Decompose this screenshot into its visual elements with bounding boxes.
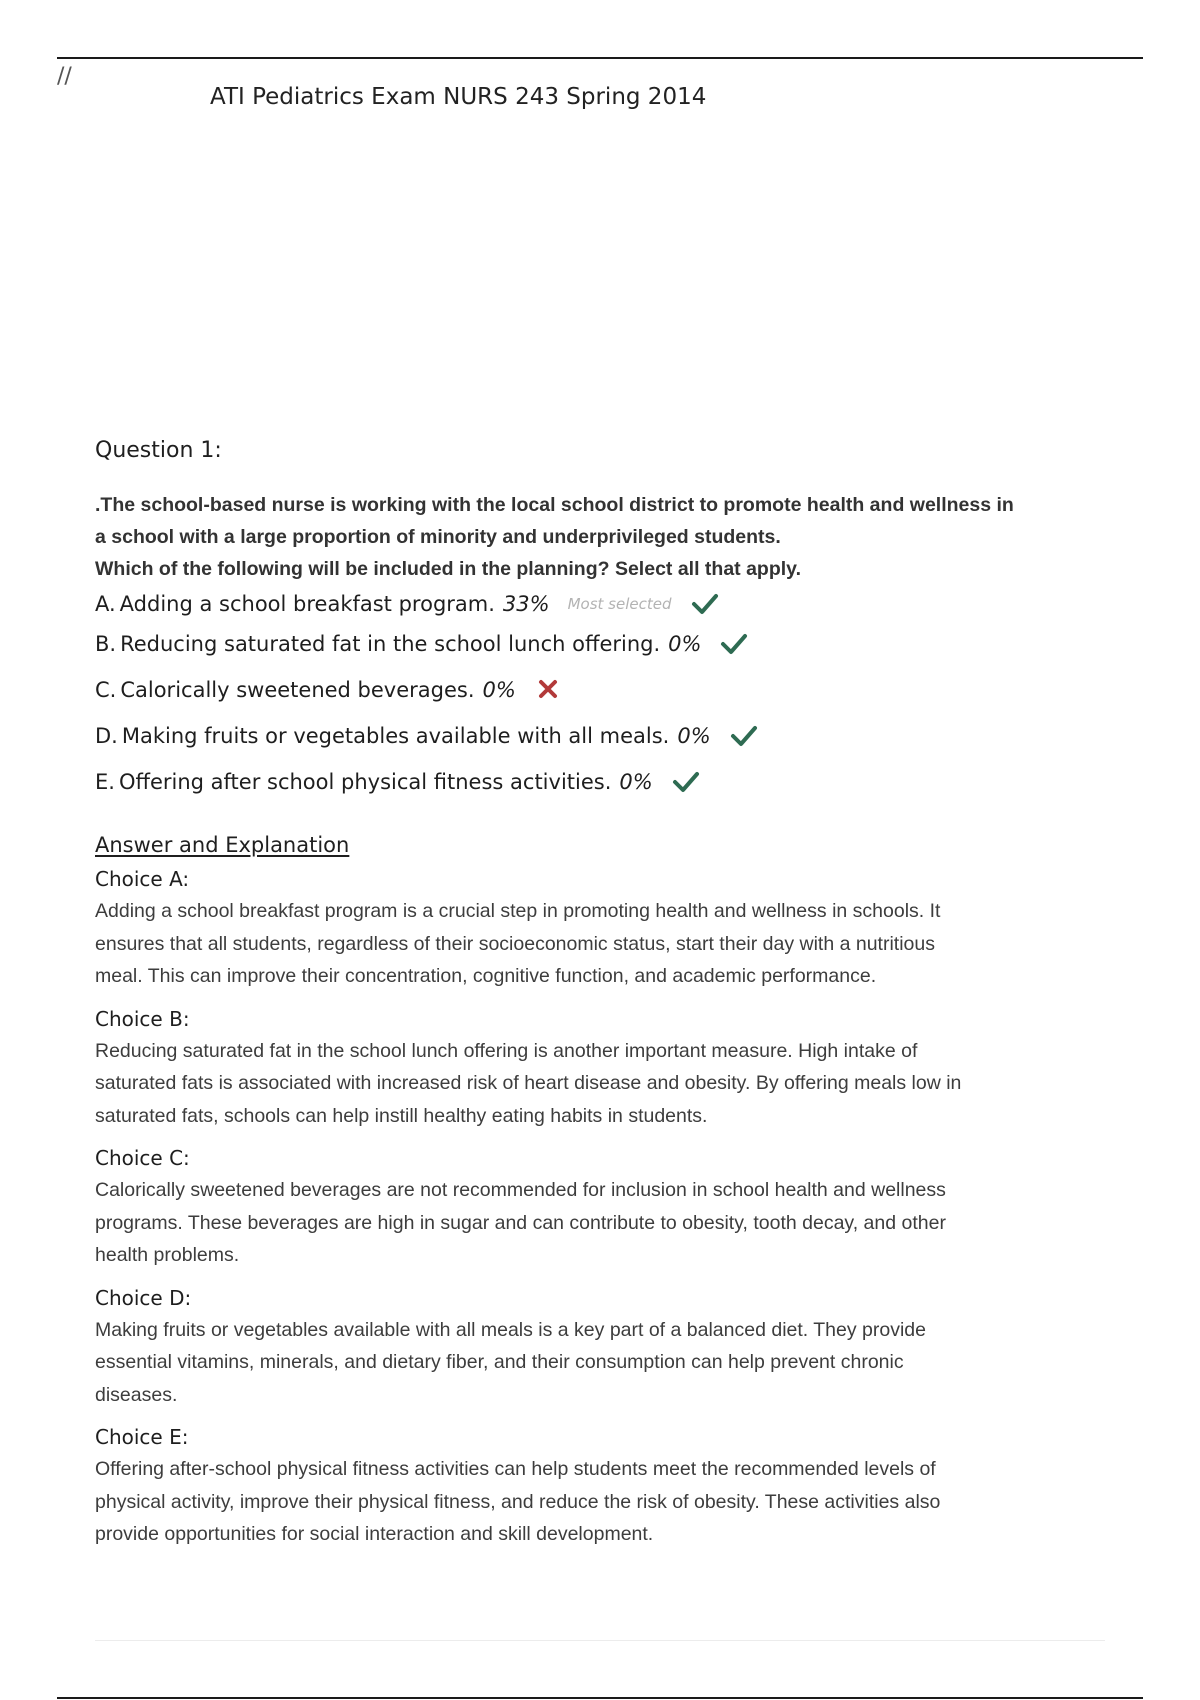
section-divider — [95, 1640, 1105, 1641]
question-stem-line: Which of the following will be included in the planning? Select all that apply. — [95, 558, 801, 580]
option-text: Adding a school breakfast program. — [119, 592, 495, 616]
choice-text-line: provide opportunities for social interaction and skill development. — [95, 1523, 654, 1545]
choice-text-line: physical activity, improve their physical fitness, and reduce the risk of obesity. These activities also — [95, 1490, 941, 1513]
option-d[interactable] — [95, 713, 1105, 759]
choice-text-line: programs. These beverages are high in sugar and can contribute to obesity, tooth decay, and other — [95, 1211, 946, 1234]
option-percent: 0% — [619, 770, 653, 794]
most-selected-note: Most selected — [567, 595, 672, 613]
choice-label: Choice A: — [95, 867, 190, 891]
question-content — [95, 438, 1105, 1565]
choice-b-explanation — [95, 1007, 1105, 1133]
choice-d-explanation — [95, 1286, 1105, 1412]
option-percent: 0% — [677, 724, 711, 748]
choice-text-line: Offering after-school physical fitness activities can help students meet the recommended levels of — [95, 1458, 936, 1480]
choice-text-line: saturated fats is associated with increased risk of heart disease and obesity. By offering meals low in — [95, 1072, 962, 1094]
check-icon — [690, 591, 720, 617]
choice-text — [95, 1314, 1105, 1412]
check-icon — [729, 723, 759, 749]
answer-explanation-section — [95, 833, 1105, 1551]
choice-c-explanation — [95, 1146, 1105, 1272]
choice-text-line: Reducing saturated fat in the school lunch offering is another important measure. High intake of — [95, 1039, 918, 1062]
option-letter: A. — [95, 592, 116, 616]
choice-text-line: Calorically sweetened beverages are not recommended for inclusion in school health and wellness — [95, 1179, 946, 1201]
choice-a-explanation — [95, 867, 1105, 993]
choice-text — [95, 895, 1105, 993]
cross-icon — [534, 677, 564, 703]
option-e[interactable] — [95, 759, 1105, 805]
option-percent: 0% — [482, 678, 516, 702]
choice-label: Choice E: — [95, 1425, 189, 1449]
choice-text — [95, 1174, 1105, 1272]
question-heading: Question 1: — [95, 438, 222, 463]
bottom-rule — [57, 1697, 1143, 1699]
option-c[interactable] — [95, 667, 1105, 713]
option-letter: C. — [95, 678, 117, 702]
choice-text-line: essential vitamins, minerals, and dietary fiber, and their consumption can help prevent chronic — [95, 1351, 904, 1373]
option-letter: E. — [95, 770, 115, 794]
question-stem — [95, 489, 1105, 585]
choice-text-line: Adding a school breakfast program is a crucial step in promoting health and wellness in schools. It — [95, 900, 941, 922]
option-a[interactable] — [95, 587, 1105, 621]
choice-label: Choice B: — [95, 1006, 190, 1031]
choice-text-line: saturated fats, schools can help instill healthy eating habits in students. — [95, 1104, 708, 1127]
page-marker: // — [57, 64, 72, 89]
option-percent: 0% — [668, 632, 702, 656]
option-text: Reducing saturated fat in the school lunch offering. — [120, 632, 661, 656]
choice-text — [95, 1035, 1105, 1133]
check-icon — [671, 769, 701, 795]
choice-text-line: diseases. — [95, 1383, 178, 1406]
choice-text-line: meal. This can improve their concentration, cognitive function, and academic performance. — [95, 965, 877, 987]
question-stem-line: .The school-based nurse is working with the local school district to promote health and wellness in — [95, 494, 1014, 516]
choice-text-line: ensures that all students, regardless of their socioeconomic status, start their day with a nutritious — [95, 932, 935, 955]
choice-label: Choice D: — [95, 1285, 192, 1310]
option-letter: B. — [95, 632, 117, 656]
question-stem-line: a school with a large proportion of minority and underprivileged students. — [95, 526, 781, 548]
option-text: Offering after school physical fitness activities. — [118, 770, 612, 794]
document-title: ATI Pediatrics Exam NURS 243 Spring 2014 — [210, 84, 707, 110]
option-text: Making fruits or vegetables available with all meals. — [121, 724, 670, 748]
option-percent: 33% — [502, 592, 550, 616]
option-text: Calorically sweetened beverages. — [120, 678, 475, 702]
choice-label: Choice C: — [95, 1146, 190, 1170]
answer-options — [95, 587, 1105, 805]
check-icon — [719, 631, 749, 657]
choice-e-explanation — [95, 1425, 1105, 1551]
option-letter: D. — [95, 724, 118, 748]
choice-text-line: Making fruits or vegetables available with all meals is a key part of a balanced diet. They provide — [95, 1318, 926, 1341]
choice-text — [95, 1453, 1105, 1551]
option-b[interactable] — [95, 621, 1105, 667]
choice-text-line: health problems. — [95, 1244, 240, 1266]
top-rule — [57, 57, 1143, 59]
answer-explanation-heading[interactable]: Answer and Explanation — [95, 833, 350, 857]
